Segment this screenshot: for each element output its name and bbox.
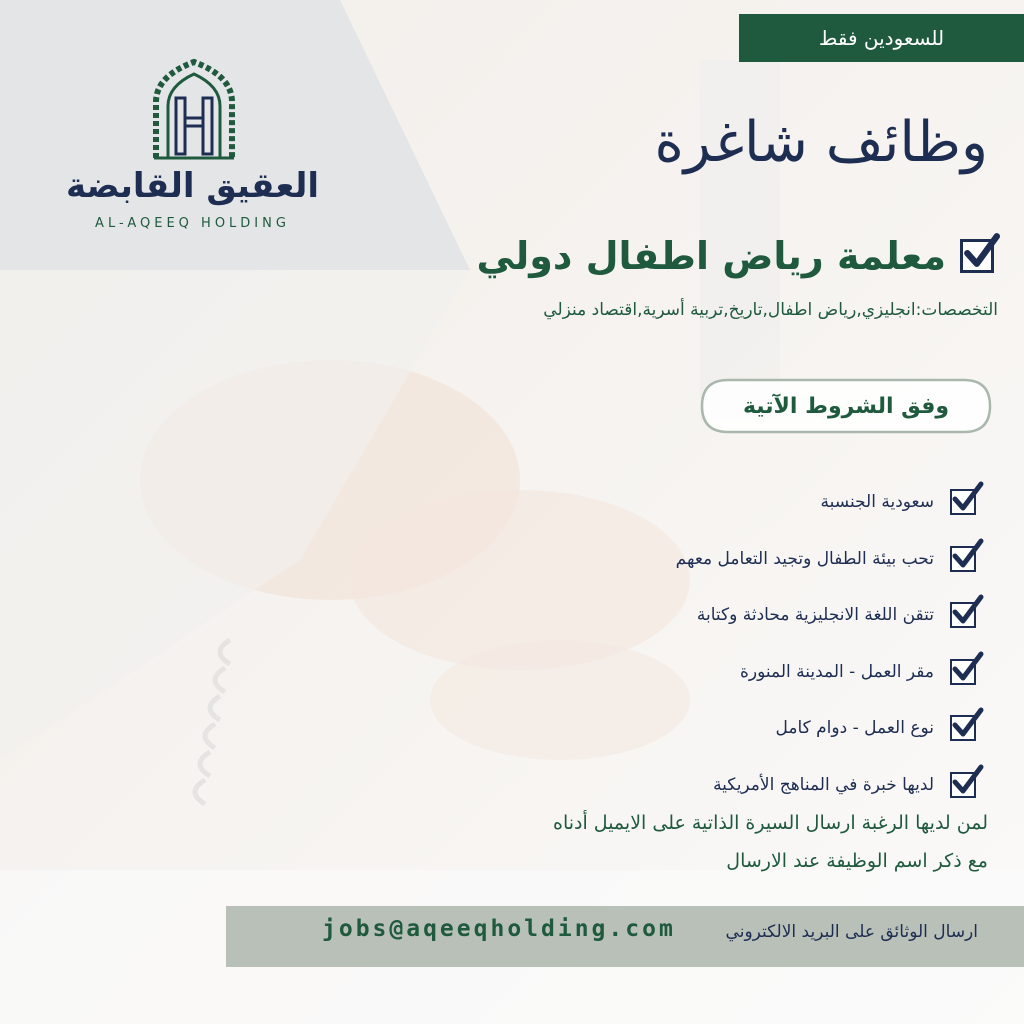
list-item: [416, 700, 976, 757]
condition-text: تحب بيئة الطفال وتجيد التعامل معهم: [675, 548, 934, 569]
list-item: [416, 587, 976, 644]
job-title: معلمة رياض اطفال دولي: [476, 234, 946, 278]
contact-label: ارسال الوثائق على البريد الالكتروني: [725, 922, 978, 942]
application-note: لمن لديها الرغبة ارسال السيرة الذاتية على الايميل أدناه: [553, 812, 988, 834]
checkbox-icon: [950, 772, 976, 798]
job-title-row: [434, 234, 994, 278]
checkbox-icon: [950, 602, 976, 628]
condition-text: مقر العمل - المدينة المنورة: [739, 661, 934, 682]
list-item: [416, 474, 976, 531]
checkbox-icon: [950, 489, 976, 515]
checkbox-icon: [950, 715, 976, 741]
list-item: [416, 644, 976, 701]
saudi-only-badge: للسعودين فقط: [739, 14, 1024, 62]
condition-text: تتقن اللغة الانجليزية محادثة وكتابة: [696, 605, 934, 626]
conditions-heading: وفق الشروط الآتية: [742, 393, 950, 419]
specializations-text: التخصصات:انجليزي,رياض اطفال,تاريخ,تربية أسرية,اقتصاد منزلي: [543, 300, 998, 320]
logo-arabic-name: العقيق القابضة: [66, 166, 319, 206]
checkbox-icon: [960, 239, 994, 273]
condition-text: سعودية الجنسبة: [820, 492, 934, 513]
page-title: وظائف شاغرة: [654, 110, 988, 175]
application-note-2: مع ذكر اسم الوظيفة عند الارسال: [726, 850, 988, 872]
list-item: [416, 531, 976, 588]
contact-email-link[interactable]: jobs@aqeeqholding.com: [322, 916, 676, 942]
logo-english-name: AL-AQEEQ HOLDING: [95, 216, 290, 231]
checkbox-icon: [950, 659, 976, 685]
conditions-list: [416, 474, 976, 813]
arch-h-logo-icon: [148, 58, 240, 164]
list-item: [416, 757, 976, 814]
checkbox-icon: [950, 546, 976, 572]
condition-text: لديها خبرة في المناهج الأمريكية: [713, 774, 934, 795]
condition-text: نوع العمل - دوام كامل: [775, 718, 934, 739]
